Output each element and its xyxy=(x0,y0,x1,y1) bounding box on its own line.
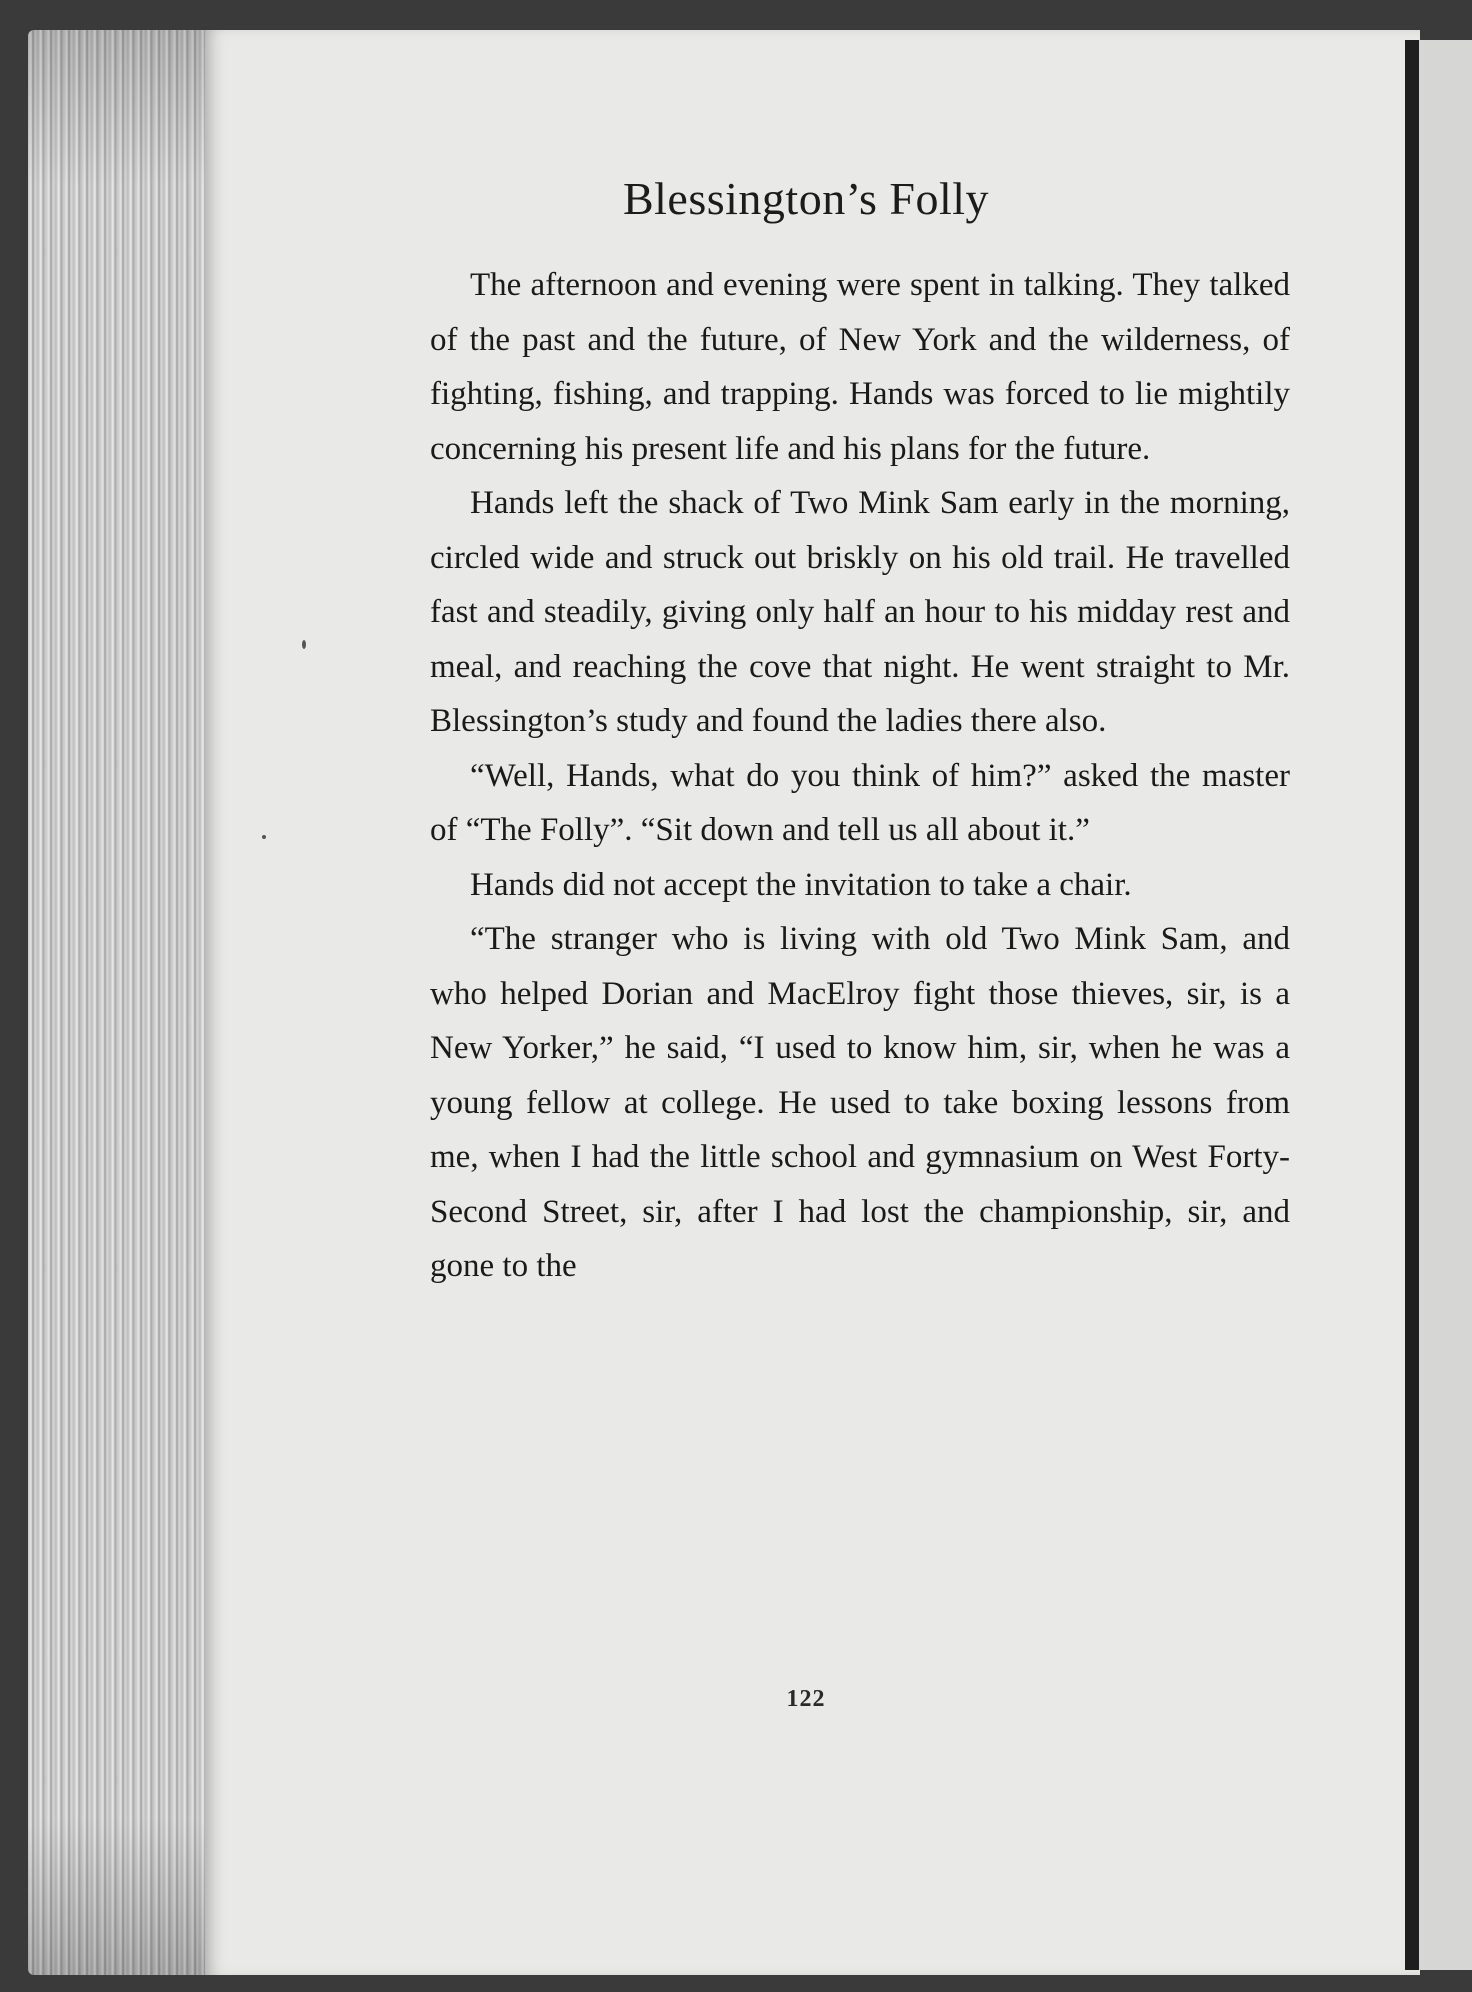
paragraph-4: Hands did not accept the invitation to take a chair. xyxy=(470,866,1132,903)
paragraph-3: “Well, Hands, what do you think of him?” asked the master of “The Folly”. “Sit down and tell us all about it.” xyxy=(430,757,1290,848)
running-header-title: Blessington’s Folly xyxy=(622,173,990,224)
book-page-edges xyxy=(28,30,218,1975)
paragraph-1: The afternoon and evening were spent in talking. They talked of the past and the future, of New York and the wilderness, of fighting, fishing, and trapping. Hands was forced to lie mightily concerning his present life and his plans for the future. xyxy=(430,267,1290,467)
book-cover-edge xyxy=(1405,40,1419,1970)
page-number: 122 xyxy=(786,1686,826,1712)
ink-speck xyxy=(262,835,266,839)
facing-page-strip xyxy=(1419,40,1472,1970)
paragraph-5: “The stranger who is living with old Two Mink Sam, and who helped Dorian and MacElroy fight those thieves, sir, is a New Yorker,” he said, “I used to know him, sir, when he was a young fellow at college. He used to take boxing lessons from me, when I had the little school and gymnasium on West Forty-Second Street, sir, after I had lost the championship, sir, and gone to the xyxy=(430,921,1290,1284)
page-text xyxy=(430,258,1290,1294)
paragraph-2: Hands left the shack of Two Mink Sam early in the morning, circled wide and struck out briskly on his old trail. He travelled fast and steadily, giving only half an hour to his midday rest and meal, and reaching the cove that night. He went straight to Mr. Blessington’s study and found the ladies there also. xyxy=(430,485,1290,739)
ink-speck xyxy=(302,640,306,649)
